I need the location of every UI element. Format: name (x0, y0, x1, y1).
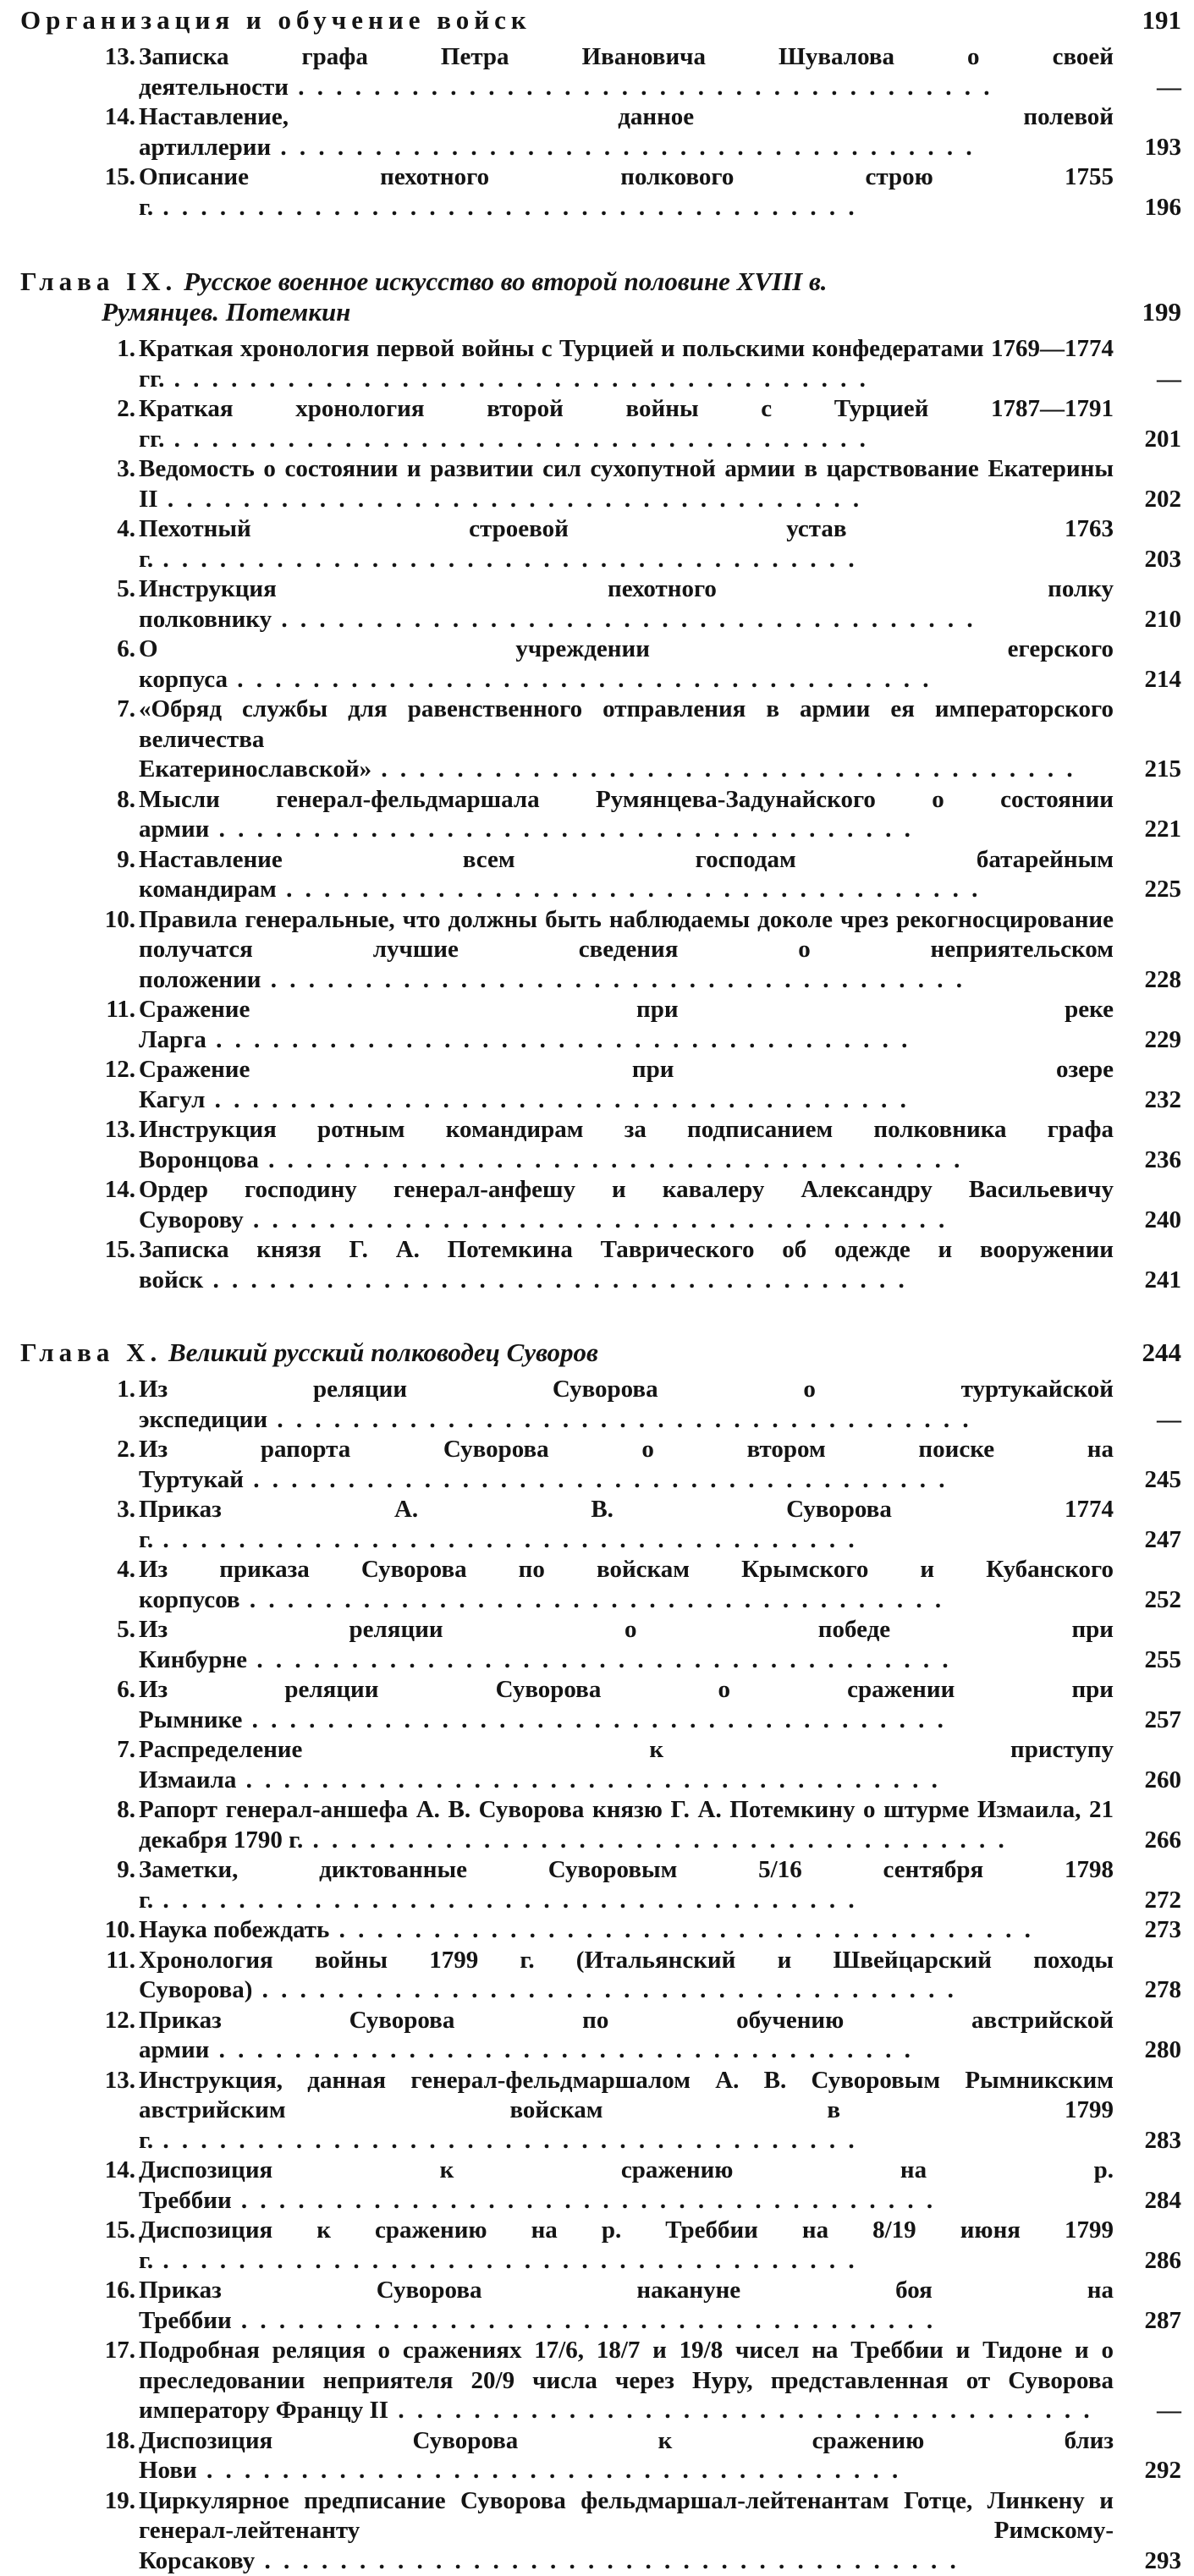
entry-title: Ордер господину генерал-анфешу и кавалеру Александру Васильевичу Суворову . . . (139, 1175, 1114, 1235)
entry-title: Подробная реляция о сражениях 17/6, 18/7 и 19/8 чисел на Треббии и Тидоне и о преследовании неприятеля 20/9 числа через Нуру, представленная от Суворова императору Францу II . . . (139, 2336, 1114, 2426)
toc-entry (20, 1855, 1181, 1915)
entry-title-wrap (139, 1675, 1114, 1735)
toc-entry (20, 2426, 1181, 2486)
entry-page-number: 203 (1117, 545, 1181, 575)
entry-number: 5. (20, 1615, 135, 1645)
entry-title: Записка графа Петра Ивановича Шувалова о своей деятельности . . . (139, 42, 1114, 102)
entry-number: 15. (20, 162, 135, 193)
toc-entry (20, 1235, 1181, 1295)
entry-title-wrap (139, 1235, 1114, 1295)
section-heading (20, 5, 1181, 36)
entry-title: Инструкция ротным командирам за подписанием полковника графа Воронцова . . . (139, 1115, 1114, 1175)
entry-title-wrap (139, 1055, 1114, 1115)
toc-entry (20, 785, 1181, 845)
toc-entry (20, 334, 1181, 394)
entry-page-number: 284 (1117, 2186, 1181, 2216)
entry-number: 13. (20, 1115, 135, 1145)
table-of-contents-page (20, 5, 1181, 2576)
entry-number: 14. (20, 2156, 135, 2186)
entry-title-wrap (139, 1435, 1114, 1495)
entry-page-number: 201 (1117, 425, 1181, 455)
toc-entry (20, 2486, 1181, 2576)
entry-title: Из приказа Суворова по войскам Крымского и Кубанского корпусов . . . (139, 1555, 1114, 1615)
entry-title: Диспозиция Суворова к сражению близ Нови . . . (139, 2426, 1114, 2486)
entry-page-number: 260 (1117, 1766, 1181, 1796)
entry-page-number: 214 (1117, 665, 1181, 695)
entry-title: Приказ Суворова накануне боя на Треббии . . . (139, 2276, 1114, 2336)
entry-page-number: 193 (1117, 133, 1181, 163)
entry-title: Сражение при озере Кагул . . . (139, 1055, 1114, 1115)
entry-title-wrap (139, 2336, 1114, 2426)
chapter-heading (20, 1337, 1181, 1368)
entry-title: Описание пехотного полкового строю 1755 г. . . . (139, 162, 1114, 222)
entry-number: 4. (20, 1555, 135, 1585)
chapter-page-number: 199 (1127, 297, 1181, 327)
entry-page-number: 247 (1117, 1525, 1181, 1556)
chapter-title-line-1: Русское военное искусство во второй половине XVIII в. (184, 266, 828, 296)
entry-number: 6. (20, 634, 135, 665)
toc-entry (20, 1946, 1181, 2006)
toc-entry (20, 1795, 1181, 1855)
entry-title: Циркулярное предписание Суворова фельдмаршал-лейтенантам Готце, Линкену и генерал-лейтенанту Римскому-Корсакову . . . (139, 2486, 1114, 2576)
entry-title-wrap (139, 845, 1114, 905)
entry-title: Ведомость о состоянии и развитии сил сухопутной армии в царствование Екатерины II . . . (139, 454, 1114, 514)
toc-entry (20, 1115, 1181, 1175)
entry-title-wrap (139, 785, 1114, 845)
entry-title-wrap (139, 1495, 1114, 1555)
entry-title: Из реляции о победе при Кинбурне . . . (139, 1615, 1114, 1675)
entry-page-number: 257 (1117, 1705, 1181, 1736)
toc-entry (20, 574, 1181, 634)
entry-title: Наука побеждать . . . (139, 1915, 1114, 1946)
entry-title-wrap (139, 454, 1114, 514)
entry-number: 12. (20, 1055, 135, 1085)
entry-title: Краткая хронология второй войны с Турцией 1787—1791 гг. . . . (139, 394, 1114, 454)
entry-title-wrap (139, 514, 1114, 574)
chapter-title-line-2: Румянцев. Потемкин (20, 297, 1127, 327)
toc-entry (20, 1435, 1181, 1495)
chapter-label: Глава X. (20, 1337, 162, 1367)
entry-title-wrap (139, 995, 1114, 1055)
entry-page-number: 273 (1117, 1915, 1181, 1946)
entry-page-number: 236 (1117, 1145, 1181, 1176)
toc-entry (20, 102, 1181, 162)
toc-entry (20, 905, 1181, 996)
entry-page-number: 287 (1117, 2306, 1181, 2337)
entry-title-wrap (139, 2276, 1114, 2336)
entry-title-wrap (139, 1915, 1114, 1946)
toc-entry (20, 2276, 1181, 2336)
entry-number: 15. (20, 2216, 135, 2246)
entry-number: 10. (20, 1915, 135, 1946)
entry-number: 7. (20, 1735, 135, 1766)
entry-title: Наставление всем господам батарейным командирам . . . (139, 845, 1114, 905)
entry-number: 12. (20, 2006, 135, 2036)
entry-page-number: 252 (1117, 1585, 1181, 1616)
entry-page-number: 196 (1117, 193, 1181, 223)
entry-page-number: 225 (1117, 875, 1181, 905)
entry-page-number: — (1117, 2396, 1181, 2426)
entry-page-number: 240 (1117, 1206, 1181, 1236)
entry-title: Приказ Суворова по обучению австрийской армии . . . (139, 2006, 1114, 2066)
entry-number: 13. (20, 2066, 135, 2096)
entry-title-wrap (139, 1795, 1114, 1855)
entry-title-wrap (139, 905, 1114, 996)
chapter-label: Глава IX. (20, 266, 177, 296)
entry-number: 15. (20, 1235, 135, 1266)
entry-title-wrap (139, 1615, 1114, 1675)
entry-number: 8. (20, 1795, 135, 1826)
entry-title-wrap (139, 2156, 1114, 2216)
section-title: Организация и обучение войск (20, 5, 531, 35)
entry-title: Мысли генерал-фельдмаршала Румянцева-Задунайского о состоянии армии . . . (139, 785, 1114, 845)
entry-title-wrap (139, 634, 1114, 695)
entry-page-number: 210 (1117, 605, 1181, 635)
entry-number: 14. (20, 1175, 135, 1206)
entry-title-wrap (139, 2066, 1114, 2156)
chapter-page-number: 244 (1127, 1337, 1181, 1368)
entry-title-wrap (139, 394, 1114, 454)
entry-number: 16. (20, 2276, 135, 2306)
entry-page-number: 221 (1117, 815, 1181, 845)
entry-page-number: 215 (1117, 755, 1181, 785)
toc-entry (20, 1915, 1181, 1946)
entry-number: 1. (20, 1375, 135, 1405)
toc-entry (20, 695, 1181, 785)
chapter-title: Великий русский полководец Суворов (168, 1337, 598, 1367)
entry-title: Диспозиция к сражению на р. Треббии . . . (139, 2156, 1114, 2216)
entry-title-wrap (139, 1555, 1114, 1615)
entry-title-wrap (139, 2006, 1114, 2066)
entry-number: 10. (20, 905, 135, 936)
entry-number: 19. (20, 2486, 135, 2517)
entry-number: 3. (20, 1495, 135, 1525)
entry-title: Пехотный строевой устав 1763 г. . . . (139, 514, 1114, 574)
chapter-title (20, 266, 1127, 327)
entry-title-wrap (139, 162, 1114, 222)
entry-page-number: 292 (1117, 2456, 1181, 2486)
entry-title-wrap (139, 574, 1114, 634)
entry-title: Рапорт генерал-аншефа А. В. Суворова князю Г. А. Потемкину о штурме Измаила, 21 декабря 1790 г. . . . (139, 1795, 1114, 1855)
entry-page-number: 232 (1117, 1085, 1181, 1116)
entry-number: 5. (20, 574, 135, 605)
toc-entry (20, 1055, 1181, 1115)
entry-title: Правила генеральные, что должны быть наблюдаемы доколе чрез рекогносцирование получатся лучшие сведения о неприятельском положении . . . (139, 905, 1114, 996)
toc-entry (20, 2066, 1181, 2156)
entry-page-number: 280 (1117, 2035, 1181, 2066)
entry-title: Из рапорта Суворова о втором поиске на Туртукай . . . (139, 1435, 1114, 1495)
entry-number: 14. (20, 102, 135, 133)
toc-entry (20, 1615, 1181, 1675)
entry-title-wrap (139, 42, 1114, 102)
toc-entry (20, 454, 1181, 514)
entry-title-wrap (139, 1855, 1114, 1915)
entry-page-number: 202 (1117, 485, 1181, 515)
entry-number: 2. (20, 1435, 135, 1465)
entry-number: 13. (20, 42, 135, 73)
entry-page-number: — (1117, 365, 1181, 395)
entry-number: 9. (20, 1855, 135, 1886)
entry-list (20, 334, 1181, 1295)
entry-number: 8. (20, 785, 135, 816)
toc-entry (20, 2156, 1181, 2216)
toc-entry (20, 2006, 1181, 2066)
entry-title-wrap (139, 1946, 1114, 2006)
entry-number: 11. (20, 1946, 135, 1976)
entry-title: Диспозиция к сражению на р. Треббии на 8/19 июня 1799 г. . . . (139, 2216, 1114, 2276)
toc-entry (20, 2216, 1181, 2276)
toc-entry (20, 2336, 1181, 2426)
entry-title: «Обряд службы для равенственного отправления в армии ея императорского величества Екатеринославской» . . . (139, 695, 1114, 785)
entry-page-number: — (1117, 1405, 1181, 1436)
entry-title-wrap (139, 2216, 1114, 2276)
entry-title-wrap (139, 2486, 1114, 2576)
toc-entry (20, 514, 1181, 574)
entry-page-number: 272 (1117, 1886, 1181, 1916)
toc-entry (20, 162, 1181, 222)
entry-title: Инструкция пехотного полку полковнику . . . (139, 574, 1114, 634)
entry-page-number: 266 (1117, 1826, 1181, 1856)
toc-entry (20, 42, 1181, 102)
entry-number: 1. (20, 334, 135, 365)
entry-title: Из реляции Суворова о сражении при Рымнике . . . (139, 1675, 1114, 1735)
entry-title: Хронология войны 1799 г. (Итальянский и Швейцарский походы Суворова) . . . (139, 1946, 1114, 2006)
entry-title: Заметки, диктованные Суворовым 5/16 сентября 1798 г. . . . (139, 1855, 1114, 1915)
entry-page-number: 229 (1117, 1025, 1181, 1056)
entry-number: 4. (20, 514, 135, 545)
section-page-number: 191 (1127, 5, 1181, 36)
toc-entry (20, 1675, 1181, 1735)
entry-title-wrap (139, 2426, 1114, 2486)
entry-title: Сражение при реке Ларга . . . (139, 995, 1114, 1055)
entry-title: Наставление, данное полевой артиллерии . . . (139, 102, 1114, 162)
entry-title-wrap (139, 102, 1114, 162)
toc-entry (20, 1735, 1181, 1795)
entry-title-wrap (139, 334, 1114, 394)
entry-list (20, 1375, 1181, 2576)
toc-entry (20, 1555, 1181, 1615)
entry-title: Записка князя Г. А. Потемкина Таврического об одежде и вооружении войск . . . (139, 1235, 1114, 1295)
chapter-heading (20, 266, 1181, 327)
entry-title-wrap (139, 1115, 1114, 1175)
entry-number: 2. (20, 394, 135, 425)
entry-page-number: 283 (1117, 2126, 1181, 2156)
entry-page-number: — (1117, 73, 1181, 103)
toc-entry (20, 1175, 1181, 1235)
entry-page-number: 245 (1117, 1465, 1181, 1496)
entry-title: Краткая хронология первой войны с Турцией и польскими конфедератами 1769—1774 гг. . . . (139, 334, 1114, 394)
entry-number: 11. (20, 995, 135, 1025)
entry-list (20, 42, 1181, 222)
entry-number: 18. (20, 2426, 135, 2457)
entry-title: Распределение к приступу Измаила . . . (139, 1735, 1114, 1795)
entry-title: Приказ А. В. Суворова 1774 г. . . . (139, 1495, 1114, 1555)
entry-title-wrap (139, 695, 1114, 785)
entry-title: Из реляции Суворова о туртукайской экспедиции . . . (139, 1375, 1114, 1435)
entry-number: 3. (20, 454, 135, 485)
entry-number: 9. (20, 845, 135, 876)
entry-title: Инструкция, данная генерал-фельдмаршалом А. В. Суворовым Рымникским австрийским войскам в 1799 г. . . . (139, 2066, 1114, 2156)
entry-page-number: 293 (1117, 2546, 1181, 2576)
toc-entry (20, 1495, 1181, 1555)
entry-number: 7. (20, 695, 135, 725)
entry-page-number: 255 (1117, 1645, 1181, 1676)
entry-number: 6. (20, 1675, 135, 1705)
toc-entry (20, 1375, 1181, 1435)
entry-page-number: 228 (1117, 965, 1181, 996)
toc-entry (20, 845, 1181, 905)
entry-page-number: 278 (1117, 1975, 1181, 2006)
entry-title-wrap (139, 1735, 1114, 1795)
entry-title-wrap (139, 1175, 1114, 1235)
toc-entry (20, 394, 1181, 454)
entry-page-number: 241 (1117, 1266, 1181, 1296)
entry-title: О учреждении егерского корпуса . . . (139, 634, 1114, 695)
entry-title-wrap (139, 1375, 1114, 1435)
entry-page-number: 286 (1117, 2246, 1181, 2277)
entry-number: 17. (20, 2336, 135, 2366)
toc-entry (20, 634, 1181, 695)
toc-entry (20, 995, 1181, 1055)
